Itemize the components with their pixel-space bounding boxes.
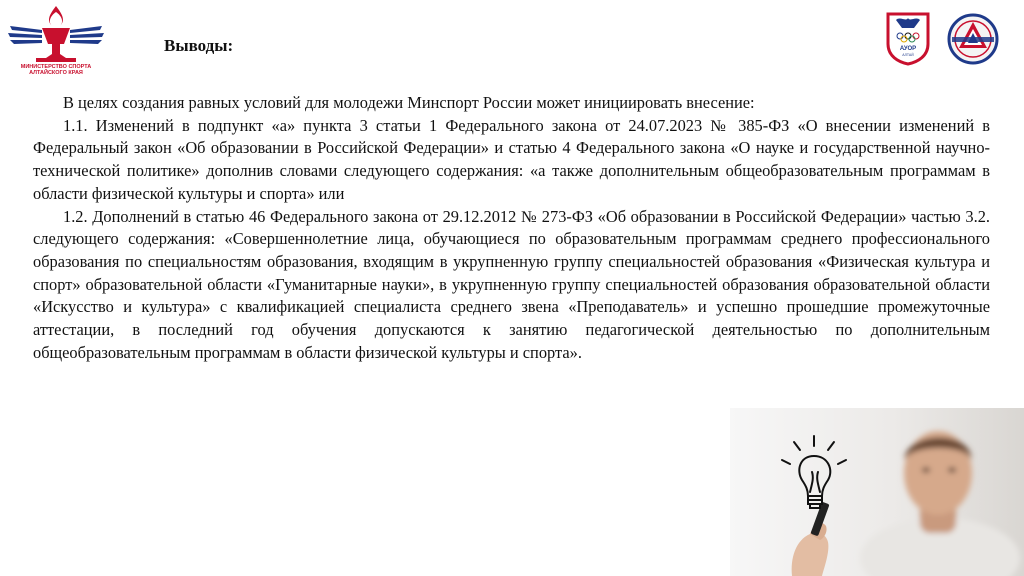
ministry-logo <box>6 4 106 78</box>
man-drawing-lightbulb-icon <box>730 408 1024 576</box>
auor-logo <box>884 10 932 66</box>
auor-logo-text: АУОР <box>899 46 917 52</box>
item-1-paragraph: 1.1. Изменений в подпункт «а» пункта 3 статьи 1 Федерального закона от 24.07.2023 № 385-ФЗ «О внесении изменений в Федеральный закон «Об образовании в Российской Федерации» и статью 4 Федерального закона «О науке и государственной научно-технической политике» дополнив словами следующего содержания: «а также дополнительным общеобразовательным программам в области физической культуры и спорта» или <box>33 115 990 203</box>
ministry-emblem-icon <box>6 4 106 64</box>
intro-paragraph: В целях создания равных условий для молодежи Минспорт России может инициировать внесение: <box>63 93 755 112</box>
college-logo <box>946 12 1000 66</box>
lightbulb-idea-photo <box>730 408 1024 576</box>
auor-logo-subtext: АЛТАЙ <box>902 53 914 57</box>
ministry-logo-caption: МИНИСТЕРСТВО СПОРТА АЛТАЙСКОГО КРАЯ <box>20 64 92 76</box>
item-2-paragraph: 1.2. Дополнений в статью 46 Федерального закона от 29.12.2012 № 273-ФЗ «Об образовании в Российской Федерации» частью 3.2. следующего содержания: «Совершеннолетние лица, обучающиеся по образовательным программам среднего профессионального образования по специальностям образования, входящим в укрупненную группу специальностей образования «Физическая культура и спорт» образовательной области «Гуманитарные науки», в укрупненную группу специальностей образования образовательной области «Искусство и культура» с квалификацией специалиста среднего звена «Преподаватель» и успешно прошедшие промежуточные аттестации, в последний год обучения допускаются к занятию педагогической деятельностью по дополнительным общеобразовательным программам в области физической культуры и спорта». <box>33 206 990 362</box>
conclusions-text <box>33 92 990 364</box>
page-title: Выводы: <box>164 36 234 55</box>
